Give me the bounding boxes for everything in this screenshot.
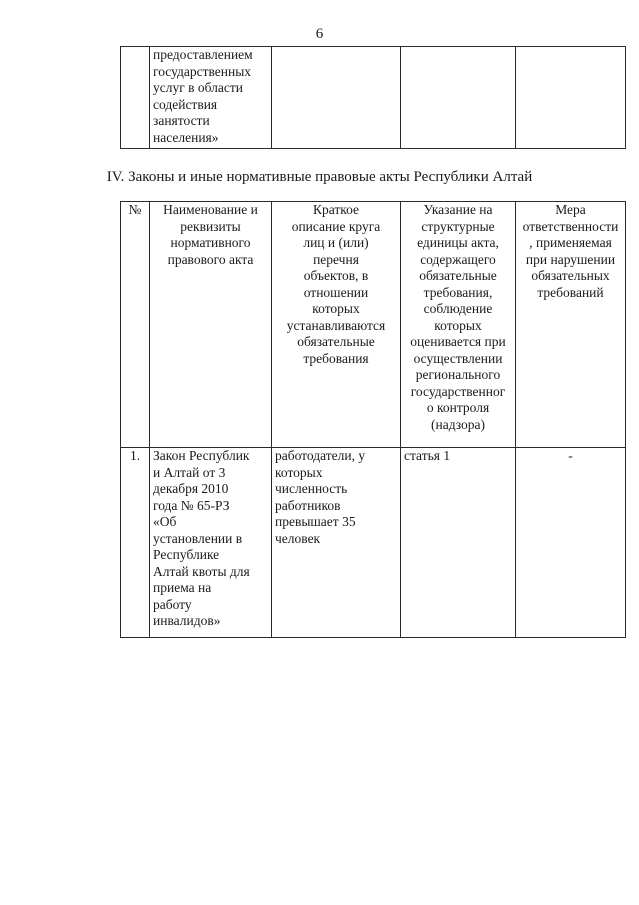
row-structural-units: статья 1 xyxy=(401,448,516,638)
text-line: правового акта xyxy=(167,251,254,267)
table-header-row xyxy=(121,202,626,448)
text-line: которых xyxy=(312,301,360,316)
header-liability xyxy=(516,202,626,448)
text-line: обязательные xyxy=(297,334,375,349)
text-line: обязательных xyxy=(531,268,610,283)
text-line: объектов, в xyxy=(303,268,369,283)
row-description xyxy=(272,448,401,638)
text-line: требования, xyxy=(423,284,493,300)
continuation-name-cell xyxy=(150,47,272,149)
text-line: (надзора) xyxy=(431,416,485,432)
text-line: численность xyxy=(275,481,348,496)
text-line: Алтай квоты для xyxy=(153,563,250,579)
header-description xyxy=(272,202,401,448)
text-line: соблюдение xyxy=(423,301,493,316)
text-line: услуг в области xyxy=(153,80,244,95)
text-line: при нарушении xyxy=(525,251,616,267)
text-line: осуществлении xyxy=(413,350,503,366)
text-line: Наименование и xyxy=(163,202,258,217)
text-line: оценивается при xyxy=(410,334,506,349)
text-line: перечня xyxy=(313,251,359,267)
text-line: занятости xyxy=(153,113,210,128)
text-line: обязательные xyxy=(419,268,497,283)
text-line: структурные xyxy=(421,218,495,234)
text-line: лиц и (или) xyxy=(303,235,369,250)
text-line: и Алтай от 3 xyxy=(153,464,226,480)
text-line: нормативного xyxy=(170,235,251,250)
text-line: инвалидов» xyxy=(153,613,221,628)
text-line: , применяемая xyxy=(529,235,612,250)
section-heading: IV. Законы и иные нормативные правовые акты Республики Алтай xyxy=(106,169,533,185)
text-line: требований xyxy=(537,284,604,300)
row-liability: - xyxy=(516,448,626,638)
text-line: населения» xyxy=(153,129,219,145)
text-line: которых xyxy=(275,464,323,480)
text-line: ответственности xyxy=(522,218,619,234)
row-name xyxy=(150,448,272,638)
acts-table xyxy=(120,201,626,638)
text-line: года № 65-РЗ xyxy=(153,497,230,513)
text-line: приема на xyxy=(153,580,212,595)
text-line: № xyxy=(128,202,142,217)
text-line: декабря 2010 xyxy=(153,481,229,496)
text-line: о контроля xyxy=(426,400,490,415)
continuation-description-cell xyxy=(272,47,401,149)
text-line: работников xyxy=(275,497,341,513)
text-line: отношении xyxy=(303,284,369,300)
text-line: государственных xyxy=(153,63,252,79)
text-line: которых xyxy=(434,317,482,333)
text-line: работодатели, у xyxy=(275,448,366,463)
row-num: 1. xyxy=(121,448,150,638)
text-line: «Об xyxy=(153,514,177,529)
continuation-liability-cell xyxy=(516,47,626,149)
text-line: регионального xyxy=(415,367,501,382)
continuation-num-cell xyxy=(121,47,150,149)
text-line: человек xyxy=(275,530,321,546)
continuation-units-cell xyxy=(401,47,516,149)
header-name xyxy=(150,202,272,448)
text-line: устанавливаются xyxy=(286,317,386,333)
header-structural-units xyxy=(401,202,516,448)
text-line: установлении в xyxy=(153,530,243,546)
text-line: требования xyxy=(303,350,369,366)
continuation-row xyxy=(121,47,626,149)
text-line: Указание на xyxy=(423,202,493,217)
text-line: работу xyxy=(153,596,192,612)
text-line: Краткое xyxy=(312,202,360,217)
page-number: 6 xyxy=(315,26,324,42)
text-line: единицы акта, xyxy=(417,235,499,250)
table-row xyxy=(121,448,626,638)
text-line: государственног xyxy=(410,383,506,399)
text-line: содействия xyxy=(153,96,218,112)
text-line: Республике xyxy=(153,547,220,562)
continuation-table xyxy=(120,46,626,149)
text-line: описание круга xyxy=(291,218,381,234)
text-line: Закон Республик xyxy=(153,448,250,463)
header-num xyxy=(121,202,150,448)
text-line: Мера xyxy=(555,202,586,217)
text-line: превышает 35 xyxy=(275,514,356,529)
text-line: предоставлением xyxy=(153,47,253,62)
text-line: содержащего xyxy=(420,251,496,267)
text-line: реквизиты xyxy=(180,218,241,234)
